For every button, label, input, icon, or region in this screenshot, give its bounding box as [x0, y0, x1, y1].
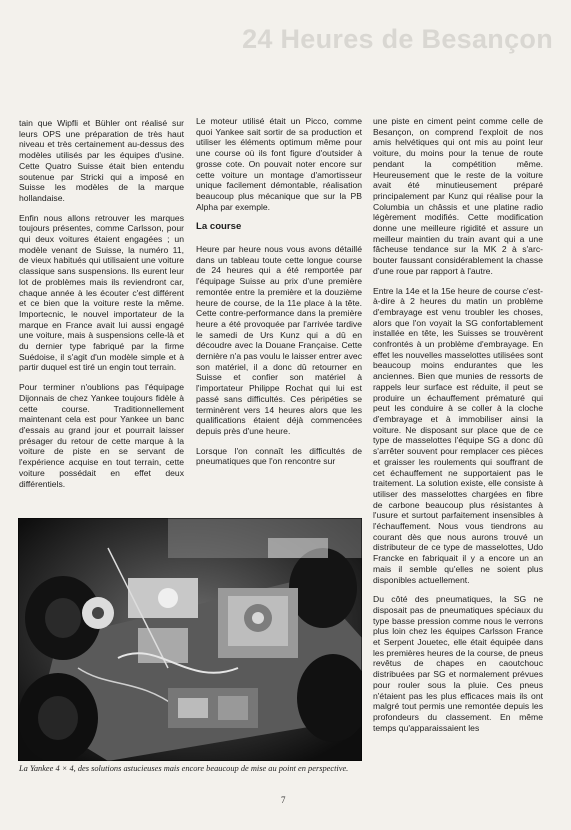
text-column-2: [196, 116, 362, 476]
paragraph: tain que Wipfli et Bühler ont réalisé sur leurs OPS une préparation de très haut niveau et très certainement au-dessus des modèles utilisés par les équipes d'usine. Cette Quatro Suisse était bien entendu soutenue par Stricki qui a imposé en Suisse les modèles de la marque hollandaise.: [19, 118, 184, 203]
paragraph: Du côté des pneumatiques, la SG ne disposait pas de pneumatiques spéciaux du type basse pression comme nous le verrons plus loin chez les équipes Carlsson France et Serpent Jouetec, elle était équipée dans les premières heures de la course, de pneus revêtus de chapes en caoutchouc distribuées par SG et normalement prévues pour rouler sous la pluie. Ces pneus n'étaient pas les plus efficaces mais ils ont malgré tout permis une remontée depuis les profondeurs du classement. En même temps qu'apparaissaient les: [373, 594, 543, 733]
text-column-1: [19, 118, 184, 498]
section-heading: La course: [196, 221, 242, 233]
photo-caption: La Yankee 4 × 4, des solutions astucieuses mais encore beaucoup de mise au point en perspective.: [19, 764, 349, 773]
paragraph: Heure par heure nous vous avons détaillé dans un tableau toute cette longue course de 24 heures qui a été remportée par l'équipage Suisse au prix d'une première remontée entre la première et la douzième heure de course, de la 11e place à la tête. Cette contre-performance dans la première heure a été provoquée par l'arrivée tardive le samedi de Urs Kunz qui a dû en découdre avec la Douane Française. Cette dernière n'a pas voulu le laisser entrer avec son matériel, il a donc dû retourner en Suisse et confier son matériel à l'importateur Philippe Rochat qui lui est passé sans difficultés. Ces péripéties se terminèrent vers 14 heures alors que les qualifications étaient déjà commencées depuis près d'une heure.: [196, 244, 362, 436]
paragraph: Entre la 14e et la 15e heure de course c'est-à-dire à 2 heures du matin un problème d'embrayage est venu troubler les choses, alors que l'on voyait la SG confortablement installée en tête, les Suisses se trouvèrent confrontés à un problème d'embrayage. En effet les nouvelles masselottes utilisées sont beaucoup moins endurantes que les anciennes. Bien que munies de ressorts de rappels leur surface est réduite, il peut se produire un échauffement prématuré qui peut les conduire à se coller à la cloche d'embrayage et à immobiliser ainsi la voiture. Ne disposant sur place que de ce type de masselottes l'équipe SG a donc dû s'arrêter souvent pour remplacer ces pièces et graisser les roulements qui souffrant de cet échauffement ne supportaient pas le traitement. La solution existe, elle consiste à utiliser des masselottes chargées en fibre de carbone beaucoup plus résistantes à l'usure et surtout parfaitement insensibles à l'échauffement. Nous vous tiendrons au courant dès que nous aurons trouvé un distributeur de ce type de masselottes, Udo Francke en fabriquait il y a encore un an mais il semble qu'elles ne soient plus disponibles actuellement.: [373, 285, 543, 585]
paragraph: Enfin nous allons retrouver les marques toujours présentes, comme Carlsson, pour qui deux voitures étaient engagées ; un modèle venant de Suisse, la numéro 11, de vieux habitués qui utilisaient une voiture classique sans suspensions. Ils eurent leur lot de problèmes mais ils reviendront car, chaque année à les écouter c'est différent et ce bien que la voiture reste la même. Importecnic, le nouvel importateur de la marque en France avait lui aussi engagé une voiture, mais à suspensions celle-là et du dernier type fabriqué par la firme Suédoise, il s'agit d'un modèle simple et à partir duquel est tiré un engin tout terrain.: [19, 212, 184, 373]
page-number: 7: [281, 795, 286, 805]
paragraph: Lorsque l'on connaît les difficultés de pneumatiques que l'on rencontre sur: [196, 445, 362, 467]
car-chassis-photo: [18, 518, 362, 761]
paragraph: une piste en ciment peint comme celle de Besançon, on comprend l'exploit de nos amis helvétiques qui ont mis au point leur voiture, du moins pour la tenue de route pendant la compétition même. Heureusement que le reste de la voiture avait été minutieusement préparé principalement par Kunz qui réalise pour la Columbia un châssis et une platine radio légèrement modifiés. Cette modification donne une meilleure rigidité et assure un meilleur maintien du train avant qui a une fâcheuse tendance sur la MK 2 à s'arc-bouter faussant considérablement la chasse d'une roue par rapport à l'autre.: [373, 116, 543, 276]
page-title-bleed: 24 Heures de Besançon: [242, 24, 553, 54]
paragraph: Le moteur utilisé était un Picco, comme quoi Yankee sait sortir de sa production et utiliser les éléments optimum même pour une course où ils font figure d'outsider à grosse cote. On pouvait noter encore sur cette voiture un montage d'amortisseur unique facilement démontable, réalisation beaucoup plus mécanique que sur la PB Alpha par exemple.: [196, 116, 362, 212]
text-column-3: [373, 116, 543, 742]
paragraph: Pour terminer n'oublions pas l'équipage Dijonnais de chez Yankee toujours fidèle à cette course. Traditionnellement maintenant cela est pour Yankee un banc d'essais au grand jour et pourrait laisser présager du retour de cette marque à la voiture de piste en se servant de l'expérience acquise en tout terrain, cette voiture possédait en effet deux différentiels.: [19, 382, 184, 489]
